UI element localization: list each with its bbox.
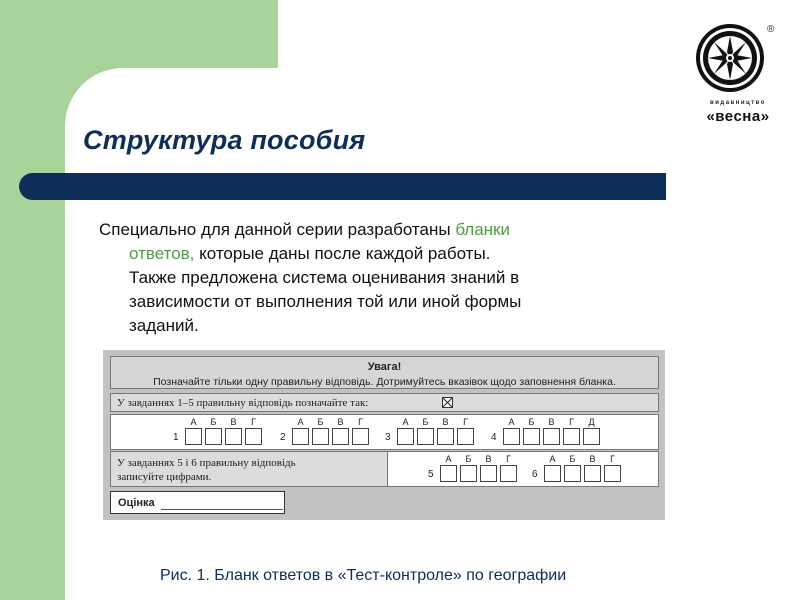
option-letter: А [445, 454, 452, 464]
answer-cell[interactable] [292, 428, 309, 445]
option-letter: А [549, 454, 556, 464]
answer-cell[interactable] [503, 428, 520, 445]
option-letter: Б [317, 417, 324, 427]
instruction-1-5-text: У завданнях 1–5 правильну відповідь позначайте так: [117, 397, 369, 409]
option-letter: Б [569, 454, 576, 464]
warning-title: Увага! [367, 361, 402, 373]
option-letter: В [337, 417, 344, 427]
option-letter: А [402, 417, 409, 427]
body-line-4: зависимости от выполнения той или иной формы [129, 292, 522, 311]
body-line-3: Также предложена система оценивания знаний в [129, 268, 520, 287]
option-letter: А [297, 417, 304, 427]
slide-title: Структура пособия [83, 125, 366, 155]
question-number: 3 [385, 432, 391, 443]
answer-cell[interactable] [245, 428, 262, 445]
warning-box [110, 356, 659, 389]
answer-cell[interactable] [225, 428, 242, 445]
answer-row-1-4 [110, 414, 659, 450]
body-line-5: заданий. [129, 316, 199, 335]
answer-cell[interactable] [437, 428, 454, 445]
registered-mark: ® [767, 24, 775, 35]
instruction-5-6-line1: У завданнях 5 і 6 правильну відповідь [117, 457, 296, 469]
answer-cell[interactable] [523, 428, 540, 445]
option-letter: Б [465, 454, 472, 464]
answer-cell[interactable] [352, 428, 369, 445]
answer-cell[interactable] [564, 465, 581, 482]
answer-cell[interactable] [417, 428, 434, 445]
title-divider-bar [19, 173, 666, 200]
instruction-box-1-5 [110, 393, 659, 412]
warning-text: Позначайте тільки одну правильну відповідь. Дотримуйтесь вказівок щодо заповнення бланка. [153, 376, 616, 388]
answer-cell[interactable] [604, 465, 621, 482]
logo-brand-name: «весна» [706, 108, 770, 125]
grade-entry-line[interactable] [161, 509, 283, 510]
option-letter: В [442, 417, 449, 427]
instruction-5-6-line2: записуйте цифрами. [117, 471, 212, 483]
option-letter: Г [358, 417, 363, 427]
grade-label: Оцінка [118, 497, 155, 509]
answer-cell[interactable] [185, 428, 202, 445]
option-letter: В [485, 454, 492, 464]
body-paragraph [99, 218, 670, 338]
answer-cell[interactable] [500, 465, 517, 482]
answer-cell[interactable] [544, 465, 561, 482]
option-letter: Г [506, 454, 511, 464]
option-letter: Б [210, 417, 217, 427]
option-letter: Г [569, 417, 574, 427]
answer-cell[interactable] [480, 465, 497, 482]
answer-cell[interactable] [583, 428, 600, 445]
option-letter: Г [463, 417, 468, 427]
answer-sheet-image [103, 350, 665, 520]
question-number: 4 [491, 432, 497, 443]
answer-cell[interactable] [457, 428, 474, 445]
grade-box [110, 491, 285, 514]
logo-subtitle: видавництво [710, 100, 766, 106]
answer-row-5-6 [387, 451, 659, 487]
option-letter: А [190, 417, 197, 427]
question-number: 2 [280, 432, 286, 443]
example-cross-icon [442, 397, 453, 408]
option-letter: В [589, 454, 596, 464]
figure-caption: Рис. 1. Бланк ответов в «Тест-контроле» по географии [160, 567, 567, 584]
answer-cell[interactable] [440, 465, 457, 482]
body-line-2: ответов, которые даны после каждой работы. [129, 244, 491, 263]
option-letter: Б [528, 417, 535, 427]
highlight-text: бланки [455, 220, 510, 239]
question-number: 5 [428, 469, 434, 480]
question-number: 1 [173, 432, 179, 443]
option-letter: Г [251, 417, 256, 427]
option-letter: А [508, 417, 515, 427]
option-letter: В [548, 417, 555, 427]
highlight-text: ответов, [129, 244, 195, 263]
answer-cell[interactable] [563, 428, 580, 445]
answer-cell[interactable] [332, 428, 349, 445]
answer-cell[interactable] [460, 465, 477, 482]
option-letter: Д [588, 417, 595, 427]
publisher-logo [692, 22, 784, 134]
answer-cell[interactable] [584, 465, 601, 482]
answer-cell[interactable] [312, 428, 329, 445]
answer-cell[interactable] [205, 428, 222, 445]
instruction-box-5-6 [110, 451, 388, 487]
option-letter: Г [610, 454, 615, 464]
body-line-1: Специально для данной серии разработаны бланки [99, 220, 510, 239]
option-letter: Б [422, 417, 429, 427]
question-number: 6 [532, 469, 538, 480]
answer-cell[interactable] [543, 428, 560, 445]
option-letter: В [230, 417, 237, 427]
answer-cell[interactable] [397, 428, 414, 445]
